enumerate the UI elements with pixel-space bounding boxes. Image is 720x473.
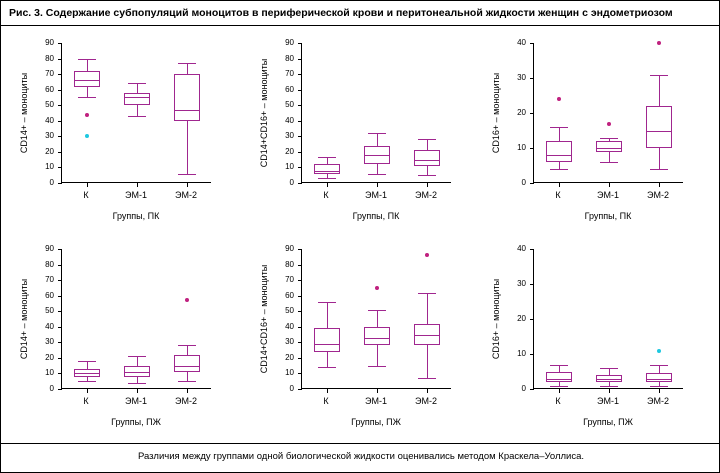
whisker-cap-upper [178,63,195,64]
whisker-lower [327,352,328,368]
whisker-lower [377,164,378,173]
y-tick [298,265,302,266]
whisker-cap-lower [78,97,95,98]
y-tick-label: 50 [45,306,54,316]
y-tick [530,113,534,114]
y-tick-label: 0 [289,384,294,393]
y-tick-label: 10 [285,368,294,378]
x-axis-title: Группы, ПК [584,211,632,221]
whisker-lower [87,87,88,98]
y-tick-label: 30 [517,73,526,82]
box [124,93,150,105]
x-tick-label: К [555,190,561,200]
y-tick-label: 20 [285,352,294,362]
y-tick-label: 10 [517,349,526,358]
y-tick [58,136,62,137]
box [546,141,572,162]
x-tick [87,389,88,393]
y-tick [530,284,534,285]
whisker-upper [377,310,378,327]
y-tick [298,311,302,312]
y-tick-label: 60 [285,290,294,300]
x-axis-title: Группы, ПК [112,211,160,221]
whisker-cap-upper [550,365,567,366]
x-tick-label: ЭМ-2 [415,190,437,200]
y-tick [58,43,62,44]
y-tick [298,59,302,60]
y-tick-label: 0 [289,178,294,187]
box [646,106,672,148]
whisker-cap-upper [318,157,335,158]
whisker-lower [427,345,428,378]
y-tick-label: 70 [285,69,294,79]
median-line [414,160,440,161]
whisker-cap-lower [550,169,567,170]
x-tick [559,183,560,187]
whisker-upper [659,365,660,374]
y-tick-label: 80 [285,259,294,269]
y-tick [530,389,534,390]
y-tick-label: 20 [517,108,526,117]
median-line [174,366,200,367]
y-axis-title: CD16+ – моноциты [491,278,501,360]
y-tick-label: 30 [45,337,54,347]
plot-axes [61,43,211,183]
x-tick [377,389,378,393]
median-line [546,379,572,380]
y-axis-title: CD14+CD16+ – моноциты [259,264,269,374]
whisker-lower [609,152,610,163]
y-tick [58,167,62,168]
x-tick-label: К [323,190,329,200]
boxplot-panel [9,239,239,439]
y-tick [530,78,534,79]
y-tick [58,311,62,312]
whisker-cap-upper [128,83,145,84]
y-tick [530,148,534,149]
median-line [314,171,340,172]
whisker-cap-lower [368,174,385,175]
median-line [124,372,150,373]
y-tick [298,105,302,106]
y-tick [58,265,62,266]
y-tick [298,74,302,75]
y-axis-title: CD16+ – моноциты [491,72,501,154]
y-tick-label: 70 [45,69,54,79]
whisker-upper [87,59,88,71]
outlier-point [185,298,189,302]
plot-axes [533,43,683,183]
median-line [646,379,672,380]
boxplot-panel [249,239,479,439]
y-tick-label: 40 [45,115,54,125]
x-tick-label: К [323,396,329,406]
y-tick [298,280,302,281]
y-tick [298,327,302,328]
median-line [74,373,100,374]
x-tick [659,183,660,187]
whisker-upper [87,361,88,369]
box [74,71,100,87]
median-line [414,335,440,336]
box [314,328,340,351]
x-tick-label: ЭМ-2 [647,396,669,406]
y-tick [298,43,302,44]
y-tick-label: 40 [45,321,54,331]
y-tick-label: 80 [45,259,54,269]
y-tick-label: 10 [45,162,54,172]
whisker-upper [377,133,378,145]
x-axis-title: Группы, ПЖ [351,417,401,427]
plot-axes [61,249,211,389]
y-tick [298,121,302,122]
y-axis-title: CD14+CD16+ – моноциты [259,58,269,168]
y-tick-label: 90 [45,244,54,253]
x-tick [609,389,610,393]
y-tick [530,249,534,250]
whisker-cap-upper [368,310,385,311]
median-line [546,155,572,156]
y-tick-label: 50 [45,100,54,110]
x-tick-label: ЭМ-2 [647,190,669,200]
median-line [174,110,200,111]
box [314,164,340,173]
y-tick [58,121,62,122]
y-tick [298,342,302,343]
plot-axes [301,43,451,183]
whisker-cap-lower [550,386,567,387]
x-axis-title: Группы, ПЖ [111,417,161,427]
whisker-cap-upper [78,59,95,60]
whisker-upper [659,75,660,107]
y-tick [58,358,62,359]
y-tick-label: 40 [285,321,294,331]
whisker-lower [559,162,560,169]
outlier-point [607,122,611,126]
whisker-cap-lower [318,367,335,368]
y-tick [58,152,62,153]
x-tick-label: ЭМ-2 [415,396,437,406]
y-tick [58,296,62,297]
y-tick [58,249,62,250]
y-tick [530,354,534,355]
y-tick-label: 20 [45,146,54,156]
y-tick [298,152,302,153]
whisker-lower [137,105,138,116]
y-tick [58,74,62,75]
median-line [124,97,150,98]
whisker-cap-upper [78,361,95,362]
whisker-lower [659,148,660,169]
box [174,355,200,372]
whisker-cap-lower [418,378,435,379]
y-tick-label: 20 [517,314,526,323]
y-tick-label: 20 [45,352,54,362]
y-tick-label: 30 [517,279,526,288]
x-tick [427,183,428,187]
x-tick-label: ЭМ-1 [125,396,147,406]
whisker-upper [559,365,560,372]
y-tick [298,167,302,168]
whisker-cap-upper [650,75,667,76]
y-tick [298,183,302,184]
whisker-upper [137,83,138,92]
whisker-upper [187,345,188,354]
whisker-upper [559,127,560,141]
whisker-cap-lower [650,386,667,387]
y-tick-label: 40 [517,244,526,253]
x-tick [137,183,138,187]
whisker-cap-upper [418,293,435,294]
boxplot-panel [9,33,239,233]
median-line [596,379,622,380]
figure-footnote: Различия между группами одной биологической жидкости оценивались методом Краскела–Уоллиса. [1,443,720,473]
y-tick [58,342,62,343]
outlier-point [85,113,89,117]
plot-axes [533,249,683,389]
x-tick-label: ЭМ-2 [175,396,197,406]
panel-grid [1,27,720,442]
y-tick-label: 30 [45,131,54,141]
whisker-cap-upper [318,302,335,303]
whisker-lower [187,121,188,174]
y-tick-label: 30 [285,131,294,141]
x-tick [187,183,188,187]
whisker-cap-lower [368,366,385,367]
whisker-cap-lower [128,116,145,117]
x-tick-label: К [83,396,89,406]
y-tick-label: 80 [285,53,294,63]
y-tick-label: 60 [285,84,294,94]
y-tick-label: 10 [45,368,54,378]
median-line [364,338,390,339]
median-line [74,80,100,81]
whisker-upper [427,139,428,150]
whisker-cap-upper [368,133,385,134]
outlier-point [425,253,429,257]
whisker-cap-upper [128,356,145,357]
x-tick-label: К [83,190,89,200]
outlier-point [85,134,89,138]
x-tick [559,389,560,393]
whisker-cap-lower [128,383,145,384]
whisker-cap-lower [318,178,335,179]
x-tick-label: ЭМ-1 [365,190,387,200]
y-tick-label: 90 [285,244,294,253]
y-tick [298,136,302,137]
whisker-upper [427,293,428,324]
y-tick-label: 30 [285,337,294,347]
x-tick [609,183,610,187]
y-tick [530,319,534,320]
box [596,141,622,152]
y-tick [298,90,302,91]
whisker-upper [327,302,328,328]
x-tick-label: ЭМ-1 [125,190,147,200]
y-tick-label: 40 [285,115,294,125]
y-tick-label: 80 [45,53,54,63]
x-tick [659,389,660,393]
box [174,74,200,121]
x-tick-label: ЭМ-1 [365,396,387,406]
y-tick-label: 0 [49,178,54,187]
x-tick [377,183,378,187]
y-tick [530,43,534,44]
median-line [314,344,340,345]
y-tick [58,327,62,328]
y-axis-title: CD14+ – моноциты [19,72,29,154]
y-tick-label: 60 [45,84,54,94]
y-tick [58,90,62,91]
y-axis-title: CD14+ – моноциты [19,278,29,360]
x-tick-label: ЭМ-1 [597,190,619,200]
whisker-cap-upper [418,139,435,140]
box [364,327,390,346]
median-line [364,155,390,156]
outlier-point [657,41,661,45]
outlier-point [557,97,561,101]
y-tick-label: 70 [45,275,54,285]
y-tick [58,59,62,60]
whisker-lower [377,345,378,365]
y-tick-label: 70 [285,275,294,285]
y-tick-label: 60 [45,290,54,300]
y-tick [58,373,62,374]
plot-axes [301,249,451,389]
y-tick [298,373,302,374]
box [414,150,440,166]
y-tick [58,280,62,281]
boxplot-panel [481,33,711,233]
whisker-cap-upper [650,365,667,366]
y-tick [298,249,302,250]
median-line [646,131,672,132]
x-tick [137,389,138,393]
whisker-cap-lower [178,174,195,175]
x-tick-label: ЭМ-1 [597,396,619,406]
y-tick [58,183,62,184]
x-tick [87,183,88,187]
y-tick [58,105,62,106]
y-tick-label: 90 [285,38,294,47]
whisker-cap-lower [78,381,95,382]
whisker-cap-lower [650,169,667,170]
figure-title: Рис. 3. Содержание субпопуляций моноцитов в периферической крови и перитонеальной жидкости женщин с эндометриозом [1,1,720,26]
boxplot-panel [481,239,711,439]
x-tick-label: К [555,396,561,406]
x-tick [327,389,328,393]
whisker-upper [137,356,138,365]
whisker-cap-upper [600,368,617,369]
whisker-cap-upper [550,127,567,128]
y-tick-label: 10 [285,162,294,172]
outlier-point [657,349,661,353]
y-tick [58,389,62,390]
box [546,372,572,383]
x-tick [187,389,188,393]
y-tick-label: 0 [521,384,526,393]
whisker-cap-upper [178,345,195,346]
y-tick-label: 20 [285,146,294,156]
y-tick-label: 40 [517,38,526,47]
x-axis-title: Группы, ПК [352,211,400,221]
y-tick-label: 0 [521,178,526,187]
x-axis-title: Группы, ПЖ [583,417,633,427]
x-tick [427,389,428,393]
whisker-lower [427,166,428,175]
whisker-cap-lower [600,386,617,387]
y-tick [530,183,534,184]
whisker-upper [187,63,188,74]
whisker-cap-lower [178,381,195,382]
x-tick [327,183,328,187]
y-tick-label: 90 [45,38,54,47]
y-tick [298,358,302,359]
y-tick-label: 0 [49,384,54,393]
median-line [596,148,622,149]
whisker-cap-lower [418,175,435,176]
y-tick-label: 50 [285,100,294,110]
y-tick [298,296,302,297]
x-tick-label: ЭМ-2 [175,190,197,200]
whisker-cap-upper [600,138,617,139]
boxplot-panel [249,33,479,233]
outlier-point [375,286,379,290]
whisker-cap-lower [600,162,617,163]
whisker-upper [327,157,328,165]
whisker-upper [609,368,610,375]
whisker-lower [187,372,188,381]
y-tick [298,389,302,390]
y-tick-label: 50 [285,306,294,316]
y-tick-label: 10 [517,143,526,152]
